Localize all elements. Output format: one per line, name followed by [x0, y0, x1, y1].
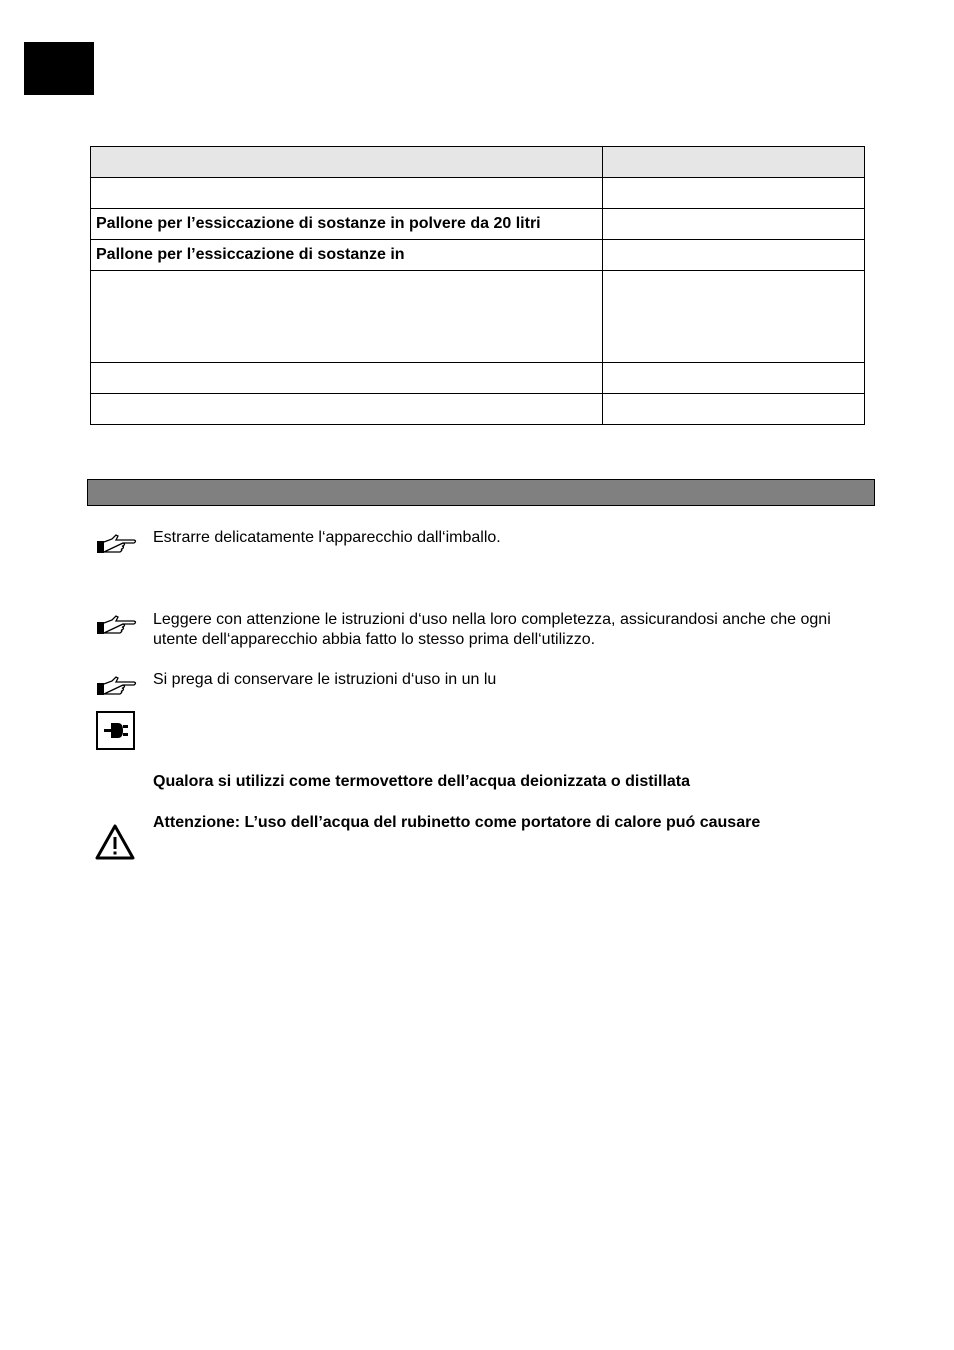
table-cell: [91, 271, 603, 363]
instruction-text: Si prega di conservare le istruzioni d‘uso in un lu: [153, 671, 497, 688]
pointing-hand-icon: [96, 615, 138, 637]
instruction-text: Leggere con attenzione le istruzioni d‘uso nella loro completezza, assicurandosi anche che ogni utente dell‘apparecchio abbia fatto lo stesso prima dell‘utilizzo.: [153, 611, 831, 648]
section-header-bar: [87, 479, 875, 506]
table-cell: [603, 271, 865, 363]
table-cell: [603, 240, 865, 271]
table-cell: [91, 363, 603, 394]
table-row: [91, 394, 865, 425]
table-cell: [603, 147, 865, 178]
table-header-row: [91, 147, 865, 178]
table-cell: [603, 209, 865, 240]
table-cell: [603, 363, 865, 394]
deionized-water-note: Qualora si utilizzi come termovettore dell’acqua deionizzata o distillata: [153, 773, 691, 790]
table-row: [91, 271, 865, 363]
table-cell: [603, 394, 865, 425]
table-cell: Pallone per l’essiccazione di sostanze in polvere da 20 litri: [91, 209, 603, 240]
table-row: [91, 178, 865, 209]
pointing-hand-icon: [96, 534, 138, 556]
table-cell: [603, 178, 865, 209]
accessories-table: [90, 146, 865, 425]
table-cell: [91, 178, 603, 209]
warning-text: Attenzione: L’uso dell’acqua del rubinetto come portatore di calore puó causare: [153, 814, 761, 831]
page-corner-marker: [24, 42, 94, 95]
instruction-text: Estrarre delicatamente l‘apparecchio dall‘imballo.: [153, 529, 501, 546]
power-plug-icon: [96, 711, 135, 750]
table-row: [91, 363, 865, 394]
table-cell: Pallone per l’essiccazione di sostanze in: [91, 240, 603, 271]
table-row: [91, 240, 865, 271]
table-cell: [91, 394, 603, 425]
table-cell: [91, 147, 603, 178]
pointing-hand-icon: [96, 676, 138, 698]
warning-triangle-icon: [94, 823, 136, 861]
table-row: [91, 209, 865, 240]
